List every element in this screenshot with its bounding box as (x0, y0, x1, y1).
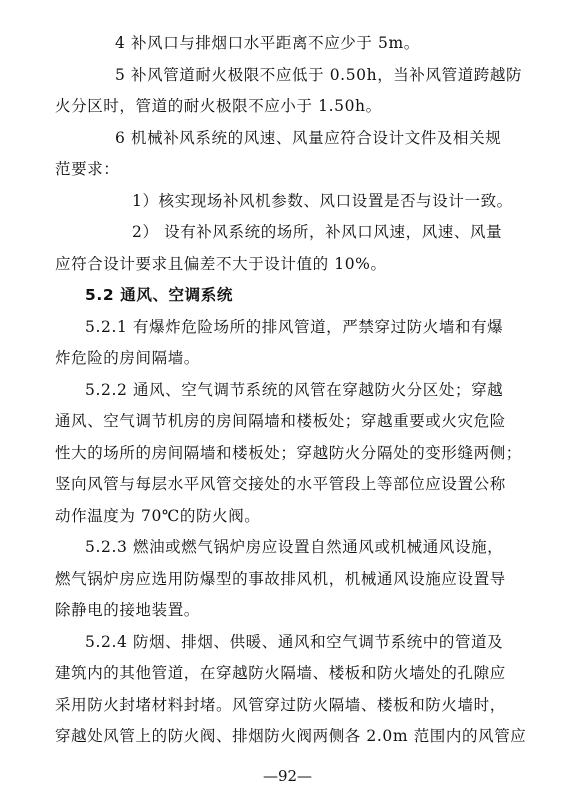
text-line-10: 5.2.1 有爆炸危险场所的排风管道，严禁穿过防火墙和有爆 (85, 317, 504, 336)
text-line-1: 4 补风口与排烟口水平距离不应少于 5m。 (115, 34, 420, 52)
text-line-21: 建筑内的其他管道，在穿越防火隔墙、楼板和防火墙处的孔隙应 (55, 664, 506, 682)
text-line-20: 5.2.4 防烟、排烟、供暖、通风和空气调节系统中的管道及 (85, 632, 504, 651)
text-line-5: 范要求： (55, 160, 120, 178)
text-line-15: 竖向风管与每层水平风管交接处的水平管段上等部位应设置公称 (55, 475, 506, 493)
text-line-16: 动作温度为 70℃的防火阀。 (55, 506, 261, 525)
text-line-14: 性大的场所的房间隔墙和楼板处；穿越防火分隔处的变形缝两侧； (55, 443, 522, 462)
section-heading: 5.2 通风、空调系统 (85, 286, 233, 304)
page-number: —92— (262, 767, 313, 785)
text-line-17: 5.2.3 燃油或燃气锅炉房应设置自然通风或机械通风设施， (85, 538, 504, 556)
text-line-12: 5.2.2 通风、空气调节系统的风管在穿越防火分区处；穿越 (85, 380, 504, 399)
text-line-11: 炸危险的房间隔墙。 (55, 349, 200, 367)
text-line-13: 通风、空气调节机房的房间隔墙和楼板处；穿越重要或火灾危险 (55, 412, 506, 430)
text-line-3: 火分区时，管道的耐火极限不应小于 1.50h。 (55, 97, 382, 115)
text-line-23: 穿越处风管上的防火阀、排烟防火阀两侧各 2.0m 范围内的风管应 (55, 727, 527, 745)
text-line-22: 采用防火封堵材料封堵。风管穿过防火隔墙、楼板和防火墙时， (55, 695, 506, 714)
text-line-18: 燃气锅炉房应选用防爆型的事故排风机，机械通风设施应设置导 (55, 569, 506, 588)
text-line-6: 1）核实现场补风机参数、风口设置是否与设计一致。 (132, 191, 513, 210)
text-line-4: 6 机械补风系统的风速、风量应符合设计文件及相关规 (115, 128, 502, 147)
text-line-19: 除静电的接地装置。 (55, 601, 200, 619)
text-line-7: 2） 设有补风系统的场所，补风口风速，风速、风量 (132, 223, 503, 241)
text-line-2: 5 补风管道耐火极限不应低于 0.50h，当补风管道跨越防 (115, 65, 523, 84)
text-line-8: 应符合设计要求且偏差不大于设计值的 10%。 (55, 254, 387, 273)
